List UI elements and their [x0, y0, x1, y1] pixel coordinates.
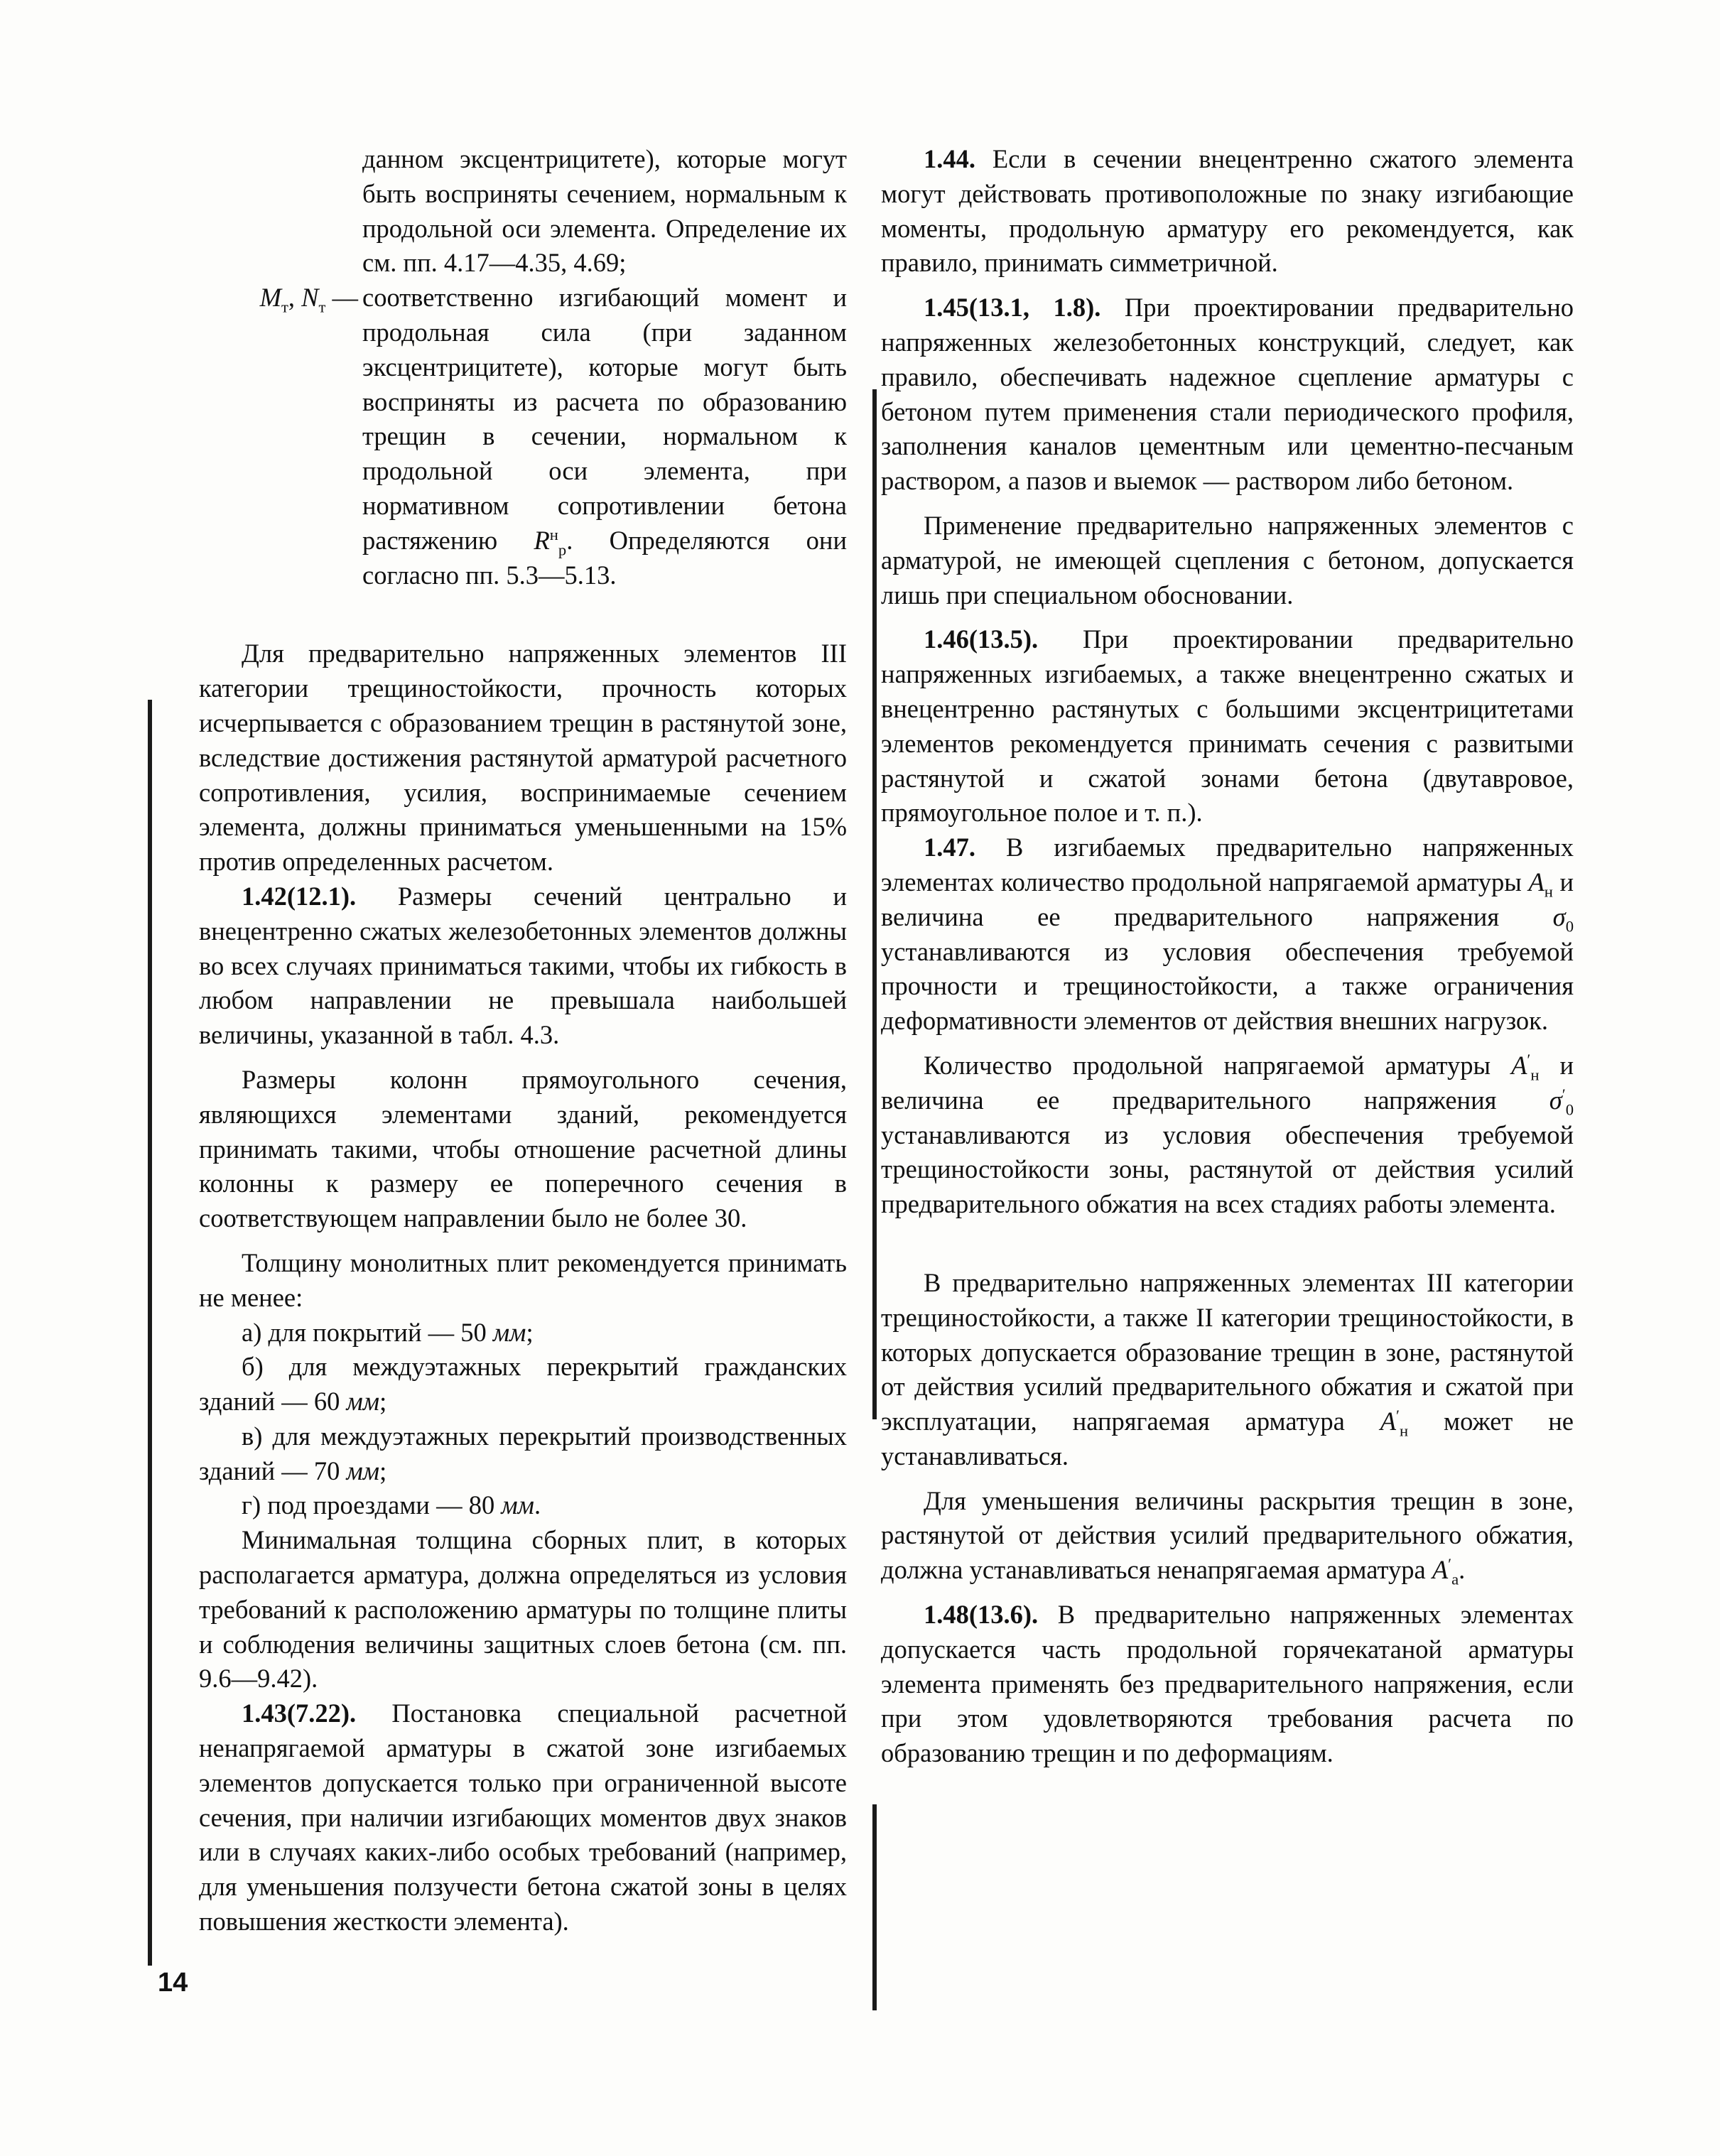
paragraph-slabs-intro: Толщину монолитных плит рекомендуется принимать не менее: — [199, 1247, 847, 1312]
section-number: 1.46(13.5). — [924, 624, 1039, 654]
section-number: 1.47. — [924, 833, 975, 862]
section-1-47: 1.47. В изгибаемых предварительно напряженных элементах количество продольной напрягаемой арматуры $A_н$ и величина ее предварительного напряжения $\sigma_0$ устанавливаются из условия обеспечения требуемой прочности и трещиностойкости, а также ограничения деформативности элементов от действия внешних нагрузок. — [881, 833, 1574, 1036]
section-1-44: 1.44. Если в сечении внецентренно сжатого элемента могут действовать противоположные по знаку изгибающие моменты, продольную арматуру его рекомендуется, как правило, принимать симметричной. — [881, 144, 1574, 278]
margin-bar-right-2 — [872, 1804, 877, 2010]
section-number: 1.45(13.1, 1.8). — [924, 293, 1101, 323]
symbol-legend — [199, 142, 847, 592]
legend-item-continued — [199, 142, 847, 281]
right-column — [881, 142, 1574, 1771]
section-number: 1.44. — [924, 144, 975, 173]
paragraph-columns: Размеры колонн прямоугольного сечения, являющихся элементами зданий, рекомендуется принимать такими, чтобы отношение расчетной длины колонны к размеру ее поперечного сечения в соответствующем направлении было не более 30. — [199, 1064, 847, 1233]
legend-symbol: $M_т$, $N_т$ — — [259, 283, 358, 316]
legend-def-continued: данном эксцентрицитете), которые могут быть восприняты сечением, нормальным к продольной оси элемента. Определение их см. пп. 4.17—4.35, 4.69; — [362, 144, 847, 278]
left-column — [199, 142, 847, 1939]
section-1-43: 1.43(7.22). Постановка специальной расчетной ненапрягаемой арматуры в сжатой зоне изгибаемых элементов допускается только при ограниченной высоте сечения, при наличии изгибающих моментов двух знаков или в случаях каких-либо особых требований (например, для уменьшения ползучести бетона сжатой зоны в целях повышения жесткости элемента). — [199, 1699, 847, 1936]
paragraph-precast-slabs: Минимальная толщина сборных плит, в которых располагается арматура, должна определяться из условия требований к расположению арматуры по толщине плиты и соблюдения величины защитных слоев бетона (см. пп. 9.6—9.42). — [199, 1525, 847, 1694]
list-item-g: г) под проездами — 80 мм. — [242, 1490, 541, 1520]
list-item-b: б) для междуэтажных перекрытий гражданских зданий — 60 мм; — [199, 1352, 847, 1416]
legend-def-mt-nt: соответственно изгибающий момент и продольная сила (при заданном эксцентрицитете), которые могут быть восприняты из расчета по образованию трещин в сечении, нормальном к продольной оси элемента, при нормативном сопротивлении бетона растяжению $R^н_р$. Определяются они согласно пп. 5.3—5.13. — [362, 283, 847, 590]
paragraph-prestressed-iii: Для предварительно напряженных элементов III категории трещиностойкости, прочность которых исчерпывается с образованием трещин в растянутой зоне, вследствие достижения растянутой арматурой расчетного сопротивления, усилия, воспринимаемые сечением элемента, должны приниматься уменьшенными на 15% против определенных расчетом. — [199, 639, 847, 877]
page-number: 14 — [158, 1968, 188, 1998]
margin-bar-right-1 — [872, 389, 877, 1419]
paragraph-category: В предварительно напряженных элементах III категории трещиностойкости, а также II категории трещиностойкости, в которых допускается образование трещин в зоне, растянутой от действия усилий предварительного обжатия и сжатой при эксплуатации, напрягаемая арматура $A'_н$ может не устанавливаться. — [881, 1267, 1574, 1470]
list-item-v: в) для междуэтажных перекрытий производственных зданий — 70 мм; — [199, 1421, 847, 1485]
section-number: 1.42(12.1). — [242, 881, 357, 911]
paragraph-crack-width: Для уменьшения величины раскрытия трещин в зоне, растянутой от действия усилий предварительного обжатия, должна устанавливаться ненапрягаемая арматура $A'_а$. — [881, 1485, 1574, 1588]
paragraph-quantity: Количество продольной напрягаемой арматуры $A'_н$ и величина ее предварительного напряжения $\sigma'_0$ устанавливаются из условия обеспечения требуемой трещиностойкости зоны, растянутой от действия усилий предварительного обжатия на всех стадиях работы элемента. — [881, 1050, 1574, 1219]
legend-item-mt-nt — [199, 281, 847, 592]
list-item-a: а) для покрытий — 50 мм; — [242, 1317, 534, 1347]
section-number: 1.43(7.22). — [242, 1699, 357, 1728]
paragraph-unbonded: Применение предварительно напряженных элементов с арматурой, не имеющей сцепления с бетоном, допускается лишь при специальном обосновании. — [881, 510, 1574, 610]
section-1-45: 1.45(13.1, 1.8). При проектировании предварительно напряженных железобетонных конструкций, следует, как правило, обеспечивать надежное сцепление арматуры с бетоном путем применения стали периодического профиля, заполнения каналов цементным или цементно-песчаным раствором, а пазов и выемок — раствором либо бетоном. — [881, 293, 1574, 496]
section-1-46: 1.46(13.5). При проектировании предварительно напряженных изгибаемых, а также внецентренно сжатых и внецентренно растянутых с большими эксцентрицитетами элементов рекомендуется принимать сечения с развитыми растянутой и сжатой зонами бетона (двутавровое, прямоугольное полое и т. п.). — [881, 624, 1574, 828]
section-1-48: 1.48(13.6). В предварительно напряженных элементах допускается часть продольной горячекатаной арматуры элемента применять без предварительного напряжения, если при этом удовлетворяются требования расчета по образованию трещин и по деформациям. — [881, 1600, 1574, 1768]
margin-bar-left — [148, 700, 152, 1966]
section-1-42: 1.42(12.1). Размеры сечений центрально и внецентренно сжатых железобетонных элементов должны во всех случаях приниматься такими, чтобы их гибкость в любом направлении не превышала наибольшей величины, указанной в табл. 4.3. — [199, 881, 847, 1050]
section-number: 1.48(13.6). — [924, 1600, 1039, 1630]
